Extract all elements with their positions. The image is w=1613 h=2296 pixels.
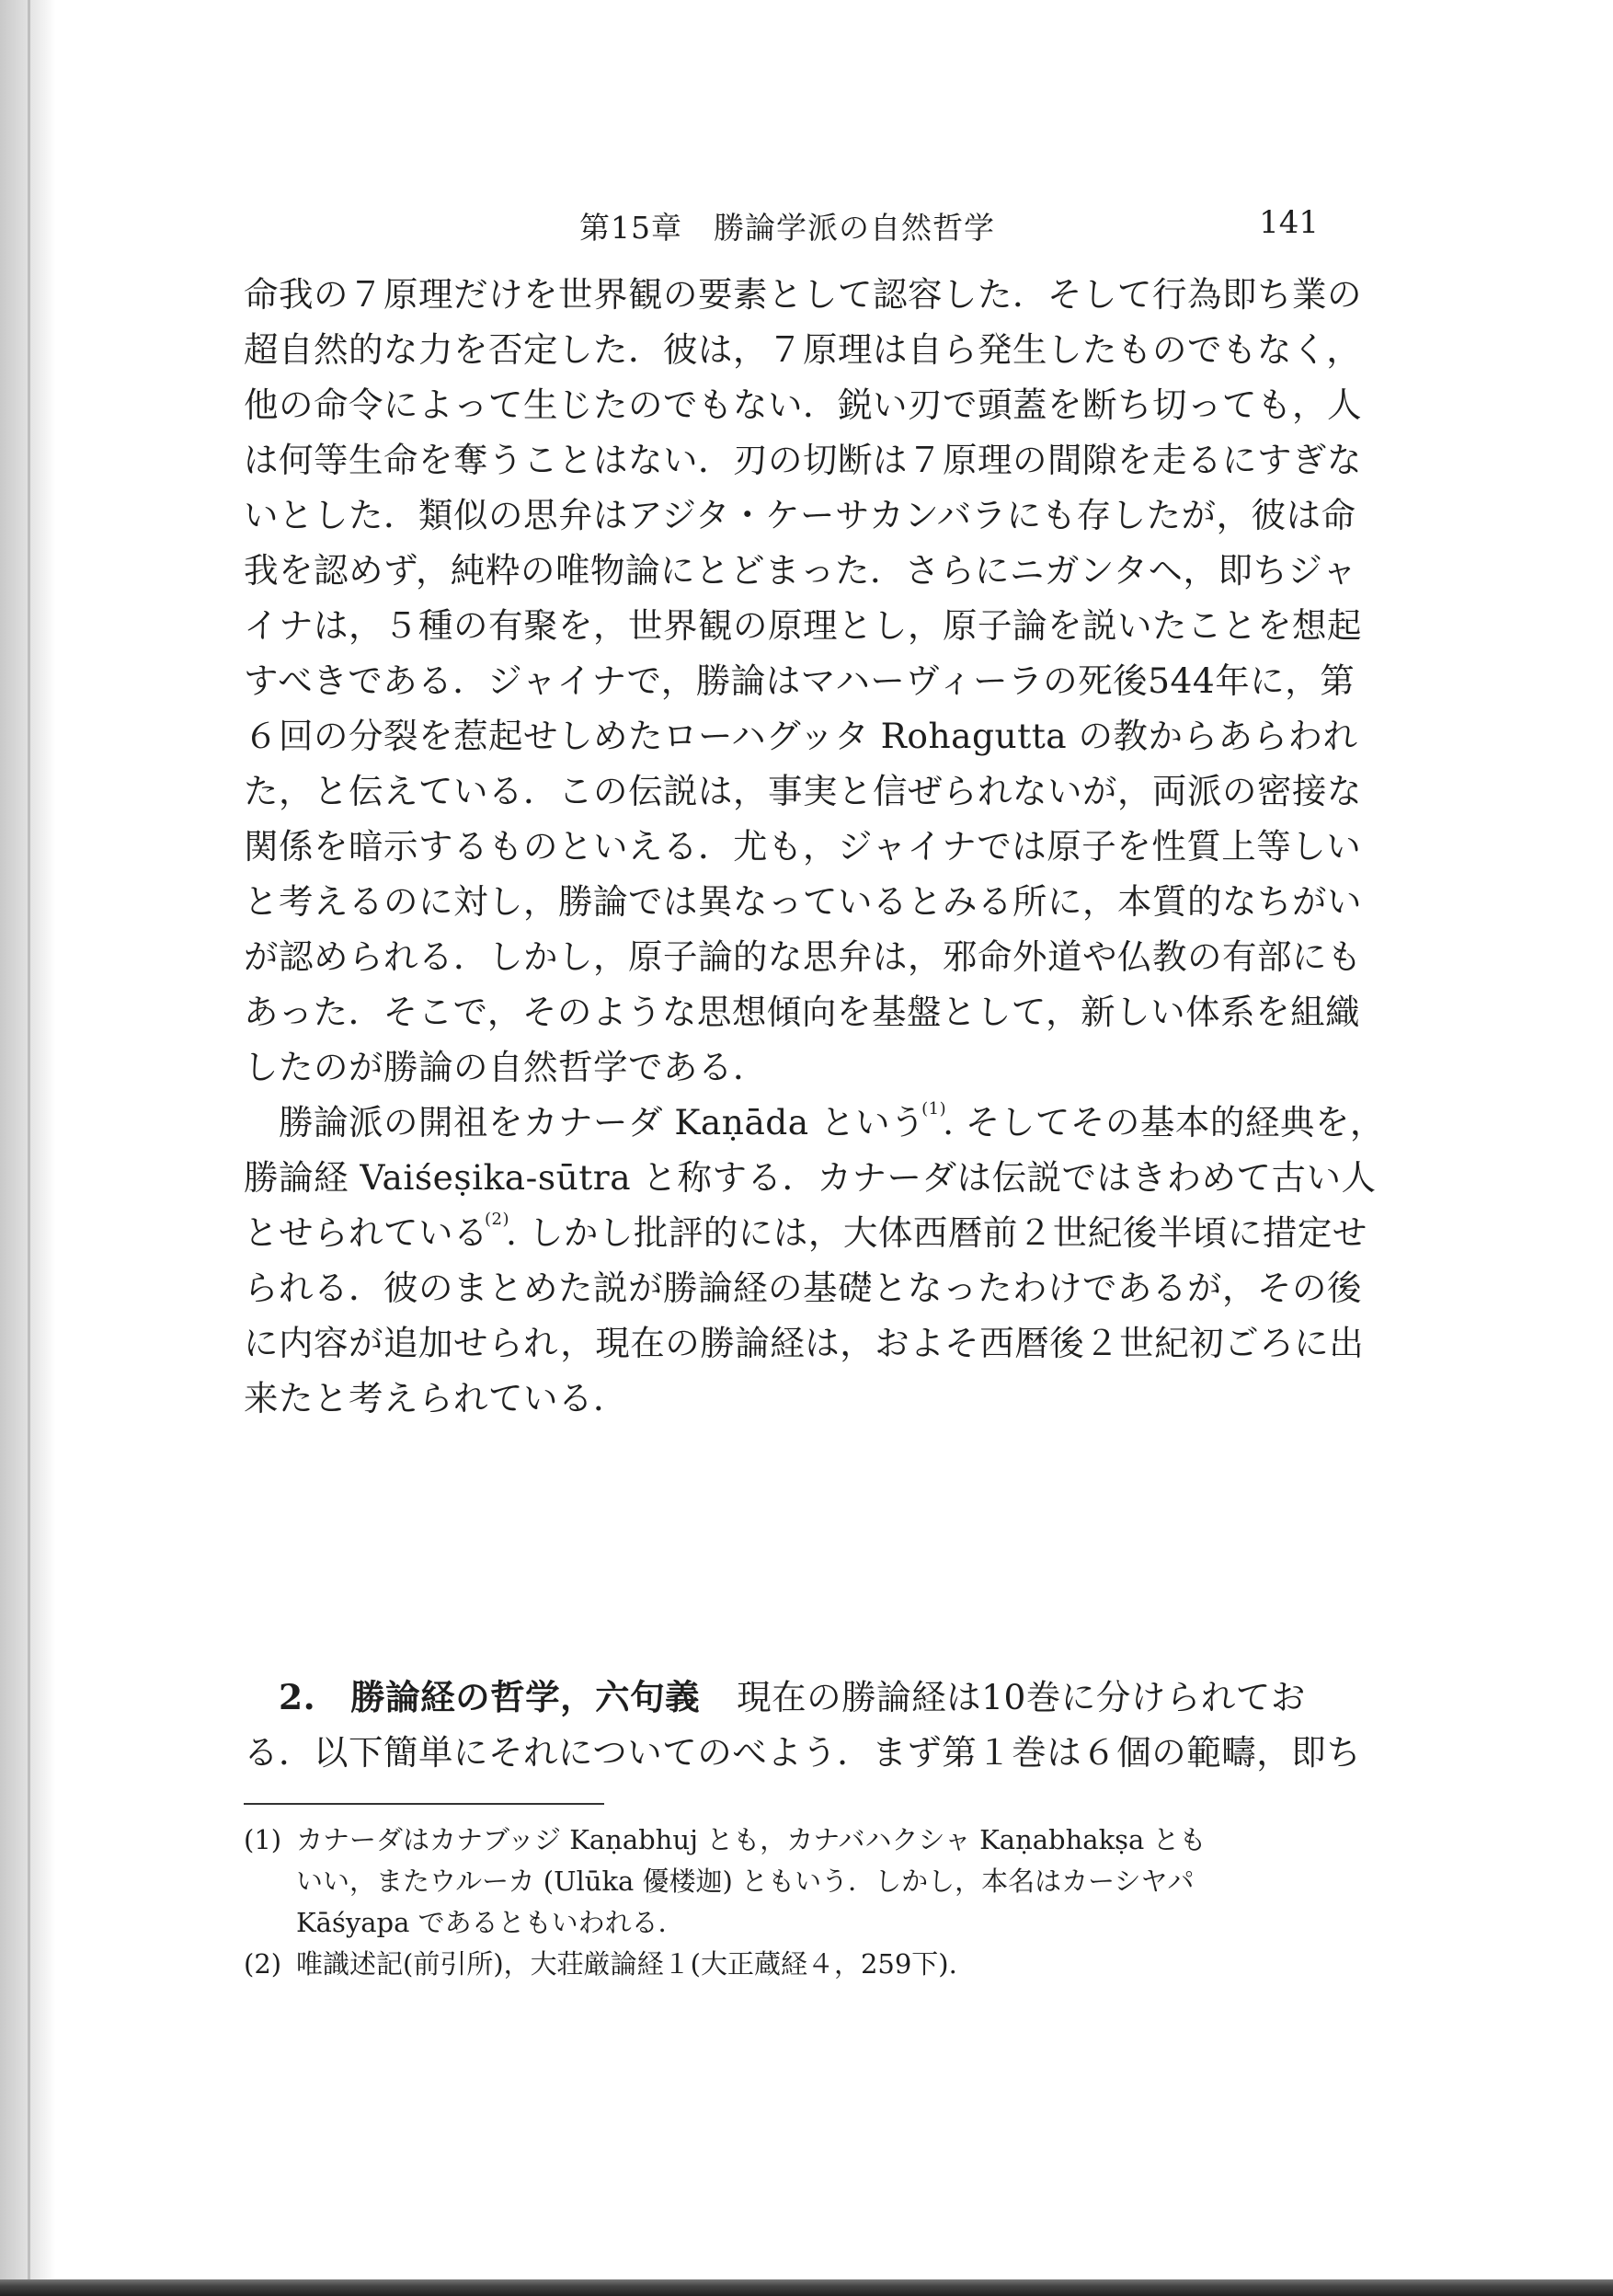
text-line: 我を認めず，純粋の唯物論にとどまった．さらにニガンタヘ，即ちジャ <box>244 550 1357 591</box>
section-heading: 2. 勝論経の哲学，六句義 <box>279 1677 701 1717</box>
text-line: た，と伝えている．この伝説は，事実と信ぜられないが，両派の密接な <box>244 771 1362 811</box>
page-header <box>579 204 1319 250</box>
footnote-ref-1[interactable]: (1) <box>921 1099 947 1119</box>
footnote-2 <box>244 1944 1324 1985</box>
footnote-ref-2[interactable]: (2) <box>485 1210 509 1229</box>
text-line: 来たと考えられている． <box>244 1378 628 1418</box>
footnote-text: いい，またウルーカ (Ulūka 優楼迦) ともいう．しかし，本名はカーシヤパ <box>296 1866 1195 1897</box>
text-segment: . そしてその基本的経典を， <box>943 1102 1385 1142</box>
text-line: いとした．類似の思弁はアジタ・ケーサカンバラにも存したが，彼は命 <box>244 495 1356 535</box>
text-line: に内容が追加せられ，現在の勝論経は，およそ西暦後２世紀初ごろに出 <box>244 1323 1365 1363</box>
paragraph2-line3 <box>244 1205 1367 1260</box>
footnote-mark: (1) <box>244 1824 282 1855</box>
text-line: は何等生命を奪うことはない．刃の切断は７原理の間隙を走るにすぎな <box>244 440 1362 480</box>
text-line: る．以下簡単にそれについてのべよう．まず第１巻は６個の範疇，即ち <box>244 1732 1362 1773</box>
text-line: イナは，５種の有聚を，世界観の原理とし，原子論を説いたことを想起 <box>244 605 1362 646</box>
text-line: 他の命令によって生じたのでもない．鋭い刃で頭蓋を断ち切っても，人 <box>244 385 1362 425</box>
footnotes <box>244 1820 1324 1985</box>
scan-edge <box>0 2279 1613 2296</box>
main-text <box>244 267 1385 1426</box>
footnote-text: カナーダはカナブッジ Kaṇabhuj とも，カナバハクシャ Kaṇabhakṣa とも <box>296 1824 1207 1855</box>
text-segment: 現在の勝論経は10巻に分けられてお <box>737 1677 1306 1717</box>
text-line: ６回の分裂を惹起せしめたローハグッタ Rohagutta の教からあらわれ <box>244 716 1358 756</box>
text-line: が認められる．しかし，原子論的な思弁は，邪命外道や仏教の有部にも <box>244 936 1362 977</box>
footnote-text: Kāśyapa であるともいわれる． <box>296 1907 685 1938</box>
text-line: したのが勝論の自然哲学である． <box>244 1047 768 1087</box>
text-line: られる．彼のまとめた説が勝論経の基礎となったわけであるが，その後 <box>244 1268 1362 1308</box>
page-number: 141 <box>1259 204 1319 241</box>
text-line: と考えるのに対し，勝論では異なっているとみる所に，本質的なちがい <box>244 881 1362 922</box>
paragraph2-line1 <box>244 1095 1385 1150</box>
footnote-mark: (2) <box>244 1948 282 1980</box>
text-line: すべきである．ジャイナで，勝論はマハーヴィーラの死後544年に，第 <box>244 660 1356 701</box>
text-line: あった．そこで，そのような思想傾向を基盤として，新しい体系を組織 <box>244 992 1361 1032</box>
text-line: 命我の７原理だけを世界観の要素として認容した．そして行為即ち業の <box>244 274 1362 315</box>
text-line: 関係を暗示するものといえる．尤も，ジャイナでは原子を性質上等しい <box>244 826 1362 867</box>
footnote-text: 唯識述記(前引所)，大荘厳論経１(大正蔵経４，259下). <box>296 1948 957 1980</box>
footnote-1 <box>244 1820 1324 1861</box>
section-2 <box>244 1670 1362 1780</box>
book-gutter-line <box>28 0 30 2296</box>
text-segment: . しかし批評的には，大体西暦前２世紀後半頃に措定せ <box>506 1212 1367 1253</box>
text-segment: 勝論派の開祖をカナーダ Kaṇāda という <box>279 1102 926 1142</box>
text-segment: とせられている <box>244 1212 488 1253</box>
footnote-divider <box>244 1803 604 1805</box>
section-first-line <box>244 1670 1324 1725</box>
text-line: 超自然的な力を否定した．彼は，７原理は自ら発生したものでもなく， <box>244 329 1362 370</box>
running-title: 第15章 勝論学派の自然哲学 <box>579 210 995 246</box>
text-line: 勝論経 Vaiśeṣika-sūtra と称する．カナーダは伝説ではきわめて古い人 <box>244 1157 1377 1198</box>
